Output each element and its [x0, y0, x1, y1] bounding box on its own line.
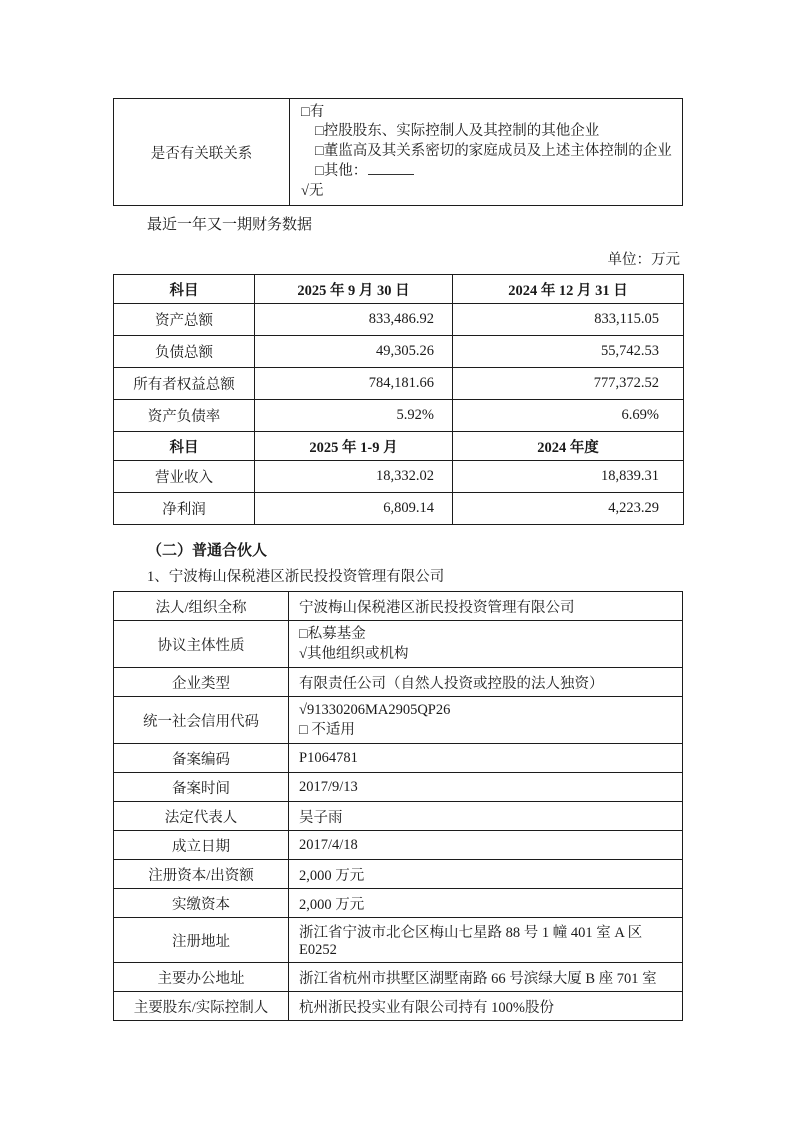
financial-section-title: 最近一年又一期财务数据 — [147, 217, 313, 233]
financial-table-body — [114, 275, 684, 525]
financial-header-cell: 科目 — [114, 432, 255, 461]
detail-value: 2,000 万元 — [289, 889, 683, 918]
financial-header-row — [114, 275, 684, 304]
detail-value: 2017/9/13 — [289, 773, 683, 802]
detail-row — [114, 592, 683, 621]
financial-data-row — [114, 304, 684, 336]
financial-data-row — [114, 336, 684, 368]
detail-label: 协议主体性质 — [114, 621, 289, 668]
detail-row — [114, 963, 683, 992]
detail-label: 备案编码 — [114, 744, 289, 773]
partner-item-title: 1、宁波梅山保税港区浙民投投资管理有限公司 — [147, 569, 445, 585]
relation-option: □董监高及其关系密切的家庭成员及上述主体控制的企业 — [315, 142, 672, 159]
detail-row — [114, 744, 683, 773]
relation-table — [113, 98, 683, 206]
relation-option: □其他： — [301, 161, 676, 182]
detail-row — [114, 918, 683, 963]
detail-value: 宁波梅山保税港区浙民投投资管理有限公司 — [289, 592, 683, 621]
detail-value: P1064781 — [289, 744, 683, 773]
detail-value: 吴子雨 — [289, 802, 683, 831]
partner-detail-body — [114, 592, 683, 1021]
detail-value-line: √91330206MA2905QP26 — [299, 702, 451, 718]
detail-label: 主要办公地址 — [114, 963, 289, 992]
relation-option: √无 — [301, 182, 324, 199]
financial-value: 833,115.05 — [453, 304, 684, 336]
relation-option: □有 — [301, 103, 325, 120]
detail-row — [114, 773, 683, 802]
detail-label: 注册资本/出资额 — [114, 860, 289, 889]
detail-value-line: √其他组织或机构 — [299, 646, 409, 662]
financial-header-cell: 2024 年 12 月 31 日 — [453, 275, 684, 304]
detail-label: 法定代表人 — [114, 802, 289, 831]
financial-header-cell: 2024 年度 — [453, 432, 684, 461]
financial-row-label: 净利润 — [114, 493, 255, 525]
financial-value: 777,372.52 — [453, 368, 684, 400]
unit-label: 单位：万元 — [607, 252, 680, 268]
detail-row — [114, 697, 683, 744]
detail-label: 成立日期 — [114, 831, 289, 860]
financial-row-label: 资产总额 — [114, 304, 255, 336]
detail-row — [114, 831, 683, 860]
financial-value: 49,305.26 — [255, 336, 453, 368]
detail-row — [114, 889, 683, 918]
detail-value: 浙江省杭州市拱墅区湖墅南路 66 号滨绿大厦 B 座 701 室 — [289, 963, 683, 992]
financial-row-label: 资产负债率 — [114, 400, 255, 432]
financial-header-row — [114, 432, 684, 461]
detail-label: 企业类型 — [114, 668, 289, 697]
financial-value: 55,742.53 — [453, 336, 684, 368]
financial-header-cell: 2025 年 9 月 30 日 — [255, 275, 453, 304]
detail-value: 2017/4/18 — [289, 831, 683, 860]
detail-row — [114, 992, 683, 1021]
detail-row — [114, 621, 683, 668]
financial-row-label: 营业收入 — [114, 461, 255, 493]
detail-value: 有限责任公司（自然人投资或控股的法人独资） — [289, 668, 683, 697]
detail-row — [114, 802, 683, 831]
blank-underline — [368, 161, 414, 175]
financial-header-cell: 2025 年 1-9 月 — [255, 432, 453, 461]
detail-value-line: □私募基金 — [299, 626, 366, 642]
financial-value: 4,223.29 — [453, 493, 684, 525]
financial-value: 5.92% — [255, 400, 453, 432]
detail-label: 实缴资本 — [114, 889, 289, 918]
financial-value: 784,181.66 — [255, 368, 453, 400]
detail-value: 杭州浙民投实业有限公司持有 100%股份 — [289, 992, 683, 1021]
detail-label: 法人/组织全称 — [114, 592, 289, 621]
detail-value-line: □ 不适用 — [299, 722, 355, 738]
financial-data-row — [114, 400, 684, 432]
financial-value: 18,332.02 — [255, 461, 453, 493]
relation-row — [114, 99, 683, 206]
detail-value: 2,000 万元 — [289, 860, 683, 889]
relation-label: 是否有关联关系 — [114, 99, 290, 206]
financial-table — [113, 274, 684, 525]
financial-value: 6,809.14 — [255, 493, 453, 525]
detail-label: 统一社会信用代码 — [114, 697, 289, 744]
financial-header-cell: 科目 — [114, 275, 255, 304]
financial-row-label: 负债总额 — [114, 336, 255, 368]
detail-value: 浙江省宁波市北仑区梅山七星路 88 号 1 幢 401 室 A 区 E0252 — [289, 918, 683, 963]
financial-data-row — [114, 493, 684, 525]
financial-value: 833,486.92 — [255, 304, 453, 336]
detail-value — [289, 697, 683, 744]
detail-label: 注册地址 — [114, 918, 289, 963]
financial-data-row — [114, 461, 684, 493]
financial-value: 18,839.31 — [453, 461, 684, 493]
detail-row — [114, 860, 683, 889]
detail-row — [114, 668, 683, 697]
detail-label: 主要股东/实际控制人 — [114, 992, 289, 1021]
partner-detail-table — [113, 591, 683, 1021]
financial-value: 6.69% — [453, 400, 684, 432]
detail-label: 备案时间 — [114, 773, 289, 802]
partner-section-heading: （二）普通合伙人 — [147, 543, 268, 559]
detail-value — [289, 621, 683, 668]
relation-option: □控股股东、实际控制人及其控制的其他企业 — [315, 123, 600, 140]
financial-row-label: 所有者权益总额 — [114, 368, 255, 400]
financial-data-row — [114, 368, 684, 400]
relation-options — [290, 99, 683, 206]
